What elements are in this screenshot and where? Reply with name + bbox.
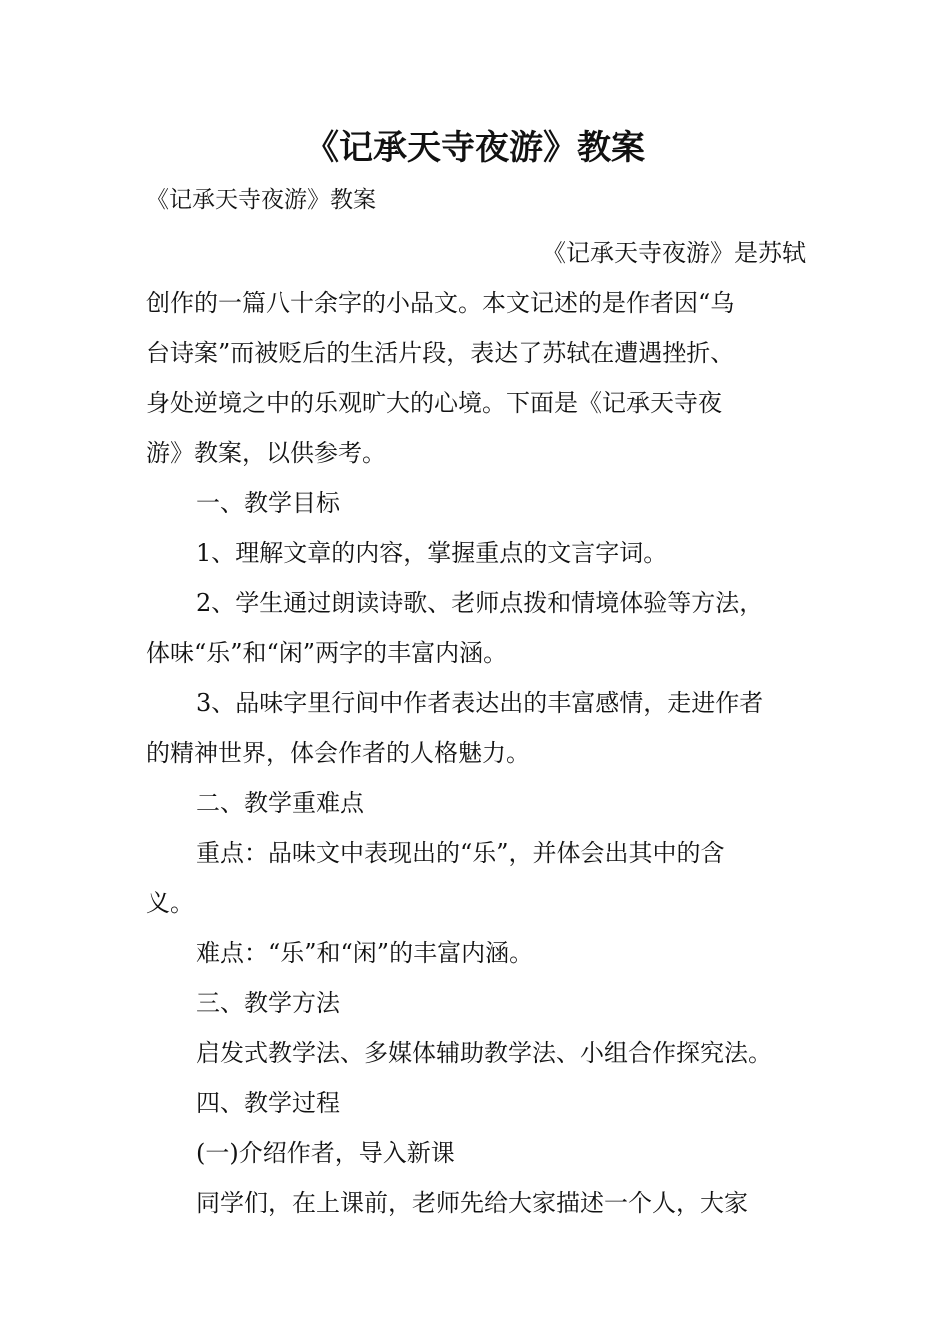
document-title: 《记承天寺夜游》教案	[305, 128, 645, 168]
body-line: 台诗案”而被贬后的生活片段，表达了苏轼在遭遇挫折、	[146, 339, 735, 367]
body-line: 同学们，在上课前，老师先给大家描述一个人，大家	[196, 1189, 748, 1217]
section-heading: 二、教学重难点	[196, 789, 364, 817]
body-line: 3、品味字里行间中作者表达出的丰富感情，走进作者	[196, 689, 764, 717]
body-line: 游》教案，以供参考。	[146, 439, 386, 467]
section-heading: 三、教学方法	[196, 989, 340, 1017]
body-line: 启发式教学法、多媒体辅助教学法、小组合作探究法。	[196, 1039, 772, 1067]
body-line: 重点：品味文中表现出的“乐”，并体会出其中的含	[196, 839, 725, 867]
body-line: 义。	[146, 889, 194, 917]
section-heading: 四、教学过程	[196, 1089, 340, 1117]
body-line: 的精神世界，体会作者的人格魅力。	[146, 739, 530, 767]
body-line: 身处逆境之中的乐观旷大的心境。下面是《记承天寺夜	[146, 389, 722, 417]
subsection-heading: (一)介绍作者，导入新课	[196, 1139, 455, 1167]
document-subtitle: 《记承天寺夜游》教案	[146, 187, 376, 213]
body-line: 1、理解文章的内容，掌握重点的文言字词。	[196, 539, 668, 567]
body-line: 创作的一篇八十余字的小品文。本文记述的是作者因“乌	[146, 289, 735, 317]
body-line: 难点：“乐”和“闲”的丰富内涵。	[196, 939, 534, 967]
body-line: 2、学生通过朗读诗歌、老师点拨和情境体验等方法，	[196, 589, 764, 617]
body-line: 体味“乐”和“闲”两字的丰富内涵。	[146, 639, 508, 667]
body-line: 《记承天寺夜游》是苏轼	[542, 239, 806, 267]
section-heading: 一、教学目标	[196, 489, 340, 517]
document-body	[146, 228, 806, 1228]
